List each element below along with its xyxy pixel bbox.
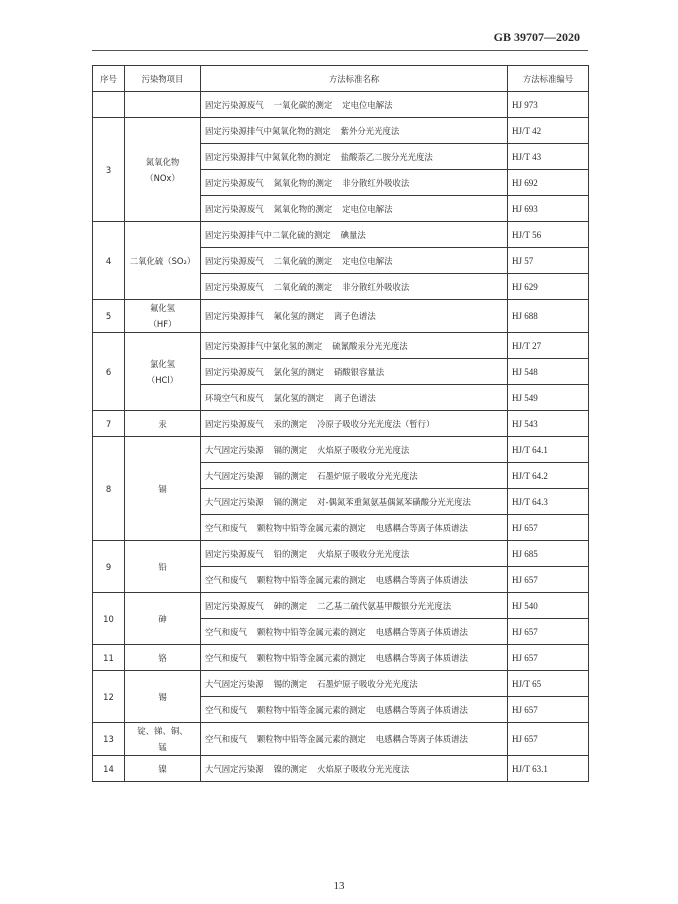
method-name	[201, 359, 508, 385]
pollutant-name-line: 锭、锑、铜、	[137, 726, 188, 736]
method-name-part: 固定污染源废气	[205, 281, 264, 292]
method-name-part: 固定污染源废气	[205, 366, 264, 377]
method-name-part: 颗粒物中铅等金属元素的测定	[256, 704, 366, 715]
pollutant-name	[125, 723, 201, 756]
method-name-part: 镉的测定	[273, 444, 308, 455]
method-name-part: 大气固定污染源	[205, 678, 264, 689]
row-number: 7	[93, 411, 125, 437]
method-code: HJ 629	[508, 274, 589, 300]
method-name-part: 空气和废气	[205, 734, 247, 744]
pollutant-name-line: 二氧化硫（SO₂）	[129, 255, 196, 266]
method-name-part: 锡的测定	[273, 678, 308, 689]
row-number: 11	[93, 645, 125, 671]
table-row	[93, 333, 589, 359]
method-name-part: 大气固定污染源	[205, 496, 264, 507]
row-number: 4	[93, 222, 125, 300]
method-name-part: 二氧化硫的测定	[273, 281, 333, 292]
table-row	[93, 723, 589, 756]
method-name-part: 石墨炉原子吸收分光光度法	[317, 470, 418, 481]
method-name-part: 二乙基二硫代氨基甲酸银分光光度法	[317, 600, 452, 611]
method-name	[201, 489, 508, 515]
method-code: HJ/T 43	[508, 144, 589, 170]
row-number: 6	[93, 333, 125, 411]
method-name-part: 火焰原子吸收分光光度法	[317, 444, 410, 455]
method-name-part: 离子色谱法	[333, 392, 376, 403]
method-name-part: 铅的测定	[273, 548, 308, 559]
table-row	[93, 118, 589, 144]
pollutant-name-line: 氟化氢	[149, 303, 176, 313]
method-name-part: 非分散红外吸收法	[342, 281, 410, 292]
pollutant-name-line: 砷	[158, 613, 167, 624]
col-header-pollutant: 污染物项目	[125, 66, 201, 92]
pollutant-name	[125, 300, 201, 333]
method-name	[201, 170, 508, 196]
pollutant-name-line: 氯化氢	[149, 358, 176, 369]
method-name-part: 火焰原子吸收分光光度法	[317, 763, 410, 774]
method-name-part: 空气和废气	[205, 704, 247, 715]
pollutant-name	[125, 437, 201, 541]
method-name-part: 氮氧化物的测定	[273, 177, 333, 188]
method-name-part: 氯化氢的测定	[273, 366, 324, 377]
method-name-part: 非分散红外吸收法	[342, 177, 410, 188]
pollutant-name	[125, 671, 201, 723]
method-name	[201, 541, 508, 567]
method-name	[201, 385, 508, 411]
pollutant-name-line: （HCl）	[146, 374, 179, 385]
col-header-method-name: 方法标准名称	[201, 66, 508, 92]
row-number: 10	[93, 593, 125, 645]
method-name	[201, 619, 508, 645]
standard-code: GB 39707—2020	[493, 30, 580, 44]
method-code: HJ/T 42	[508, 118, 589, 144]
method-name-part: 定电位电解法	[342, 203, 393, 214]
method-name-part: 固定污染源废气	[205, 203, 264, 214]
method-name	[201, 567, 508, 593]
table-row	[93, 671, 589, 697]
method-name	[201, 196, 508, 222]
method-code: HJ 657	[508, 645, 589, 671]
table-row	[93, 593, 589, 619]
method-name-part: 环境空气和废气	[205, 392, 264, 403]
method-name-part: 电感耦合等离子体质谱法	[375, 522, 468, 533]
methods-table	[92, 65, 589, 782]
method-name	[201, 593, 508, 619]
method-name-part: 固定污染源排气中二氧化硫的测定	[205, 229, 331, 240]
method-name-part: 氟化氢的测定	[273, 311, 324, 321]
pollutant-name-line: 铅	[158, 561, 167, 572]
pollutant-name-line: 锰	[158, 742, 167, 752]
pollutant-name-line: （HF）	[148, 319, 177, 329]
table-row	[93, 411, 589, 437]
method-name-part: 颗粒物中铅等金属元素的测定	[256, 626, 366, 637]
method-name	[201, 333, 508, 359]
method-name	[201, 118, 508, 144]
method-name-part: 大气固定污染源	[205, 444, 264, 455]
method-code: HJ 973	[508, 92, 589, 118]
method-name-part: 离子色谱法	[333, 311, 376, 321]
row-number: 14	[93, 756, 125, 782]
method-name	[201, 92, 508, 118]
row-number: 3	[93, 118, 125, 222]
method-name-part: 对-偶氮苯重氮氨基偶氮苯磺酸分光光度法	[317, 496, 471, 507]
method-name	[201, 756, 508, 782]
row-number: 5	[93, 300, 125, 333]
table-row	[93, 645, 589, 671]
col-header-method-code: 方法标准编号	[508, 66, 589, 92]
method-name-part: 固定污染源废气	[205, 255, 264, 266]
header-rule	[92, 50, 588, 51]
method-name-part: 镉的测定	[273, 496, 308, 507]
method-code: HJ 548	[508, 359, 589, 385]
method-name-part: 冷原子吸收分光光度法（暂行）	[317, 418, 435, 429]
page-number: 13	[333, 880, 345, 892]
method-name	[201, 697, 508, 723]
method-code: HJ 688	[508, 300, 589, 333]
method-name	[201, 300, 508, 333]
method-code: HJ 657	[508, 567, 589, 593]
method-code: HJ/T 56	[508, 222, 589, 248]
method-name-part: 颗粒物中铅等金属元素的测定	[256, 734, 366, 744]
table-row	[93, 222, 589, 248]
method-code: HJ/T 27	[508, 333, 589, 359]
method-name-part: 固定污染源排气中氮氧化物的测定	[205, 151, 331, 162]
method-name-part: 大气固定污染源	[205, 470, 264, 481]
method-code: HJ 693	[508, 196, 589, 222]
method-name-part: 定电位电解法	[342, 255, 393, 266]
method-name	[201, 144, 508, 170]
pollutant-name	[125, 593, 201, 645]
method-code: HJ 549	[508, 385, 589, 411]
method-code: HJ 657	[508, 697, 589, 723]
method-name-part: 固定污染源废气	[205, 600, 264, 611]
method-code: HJ/T 64.1	[508, 437, 589, 463]
method-code: HJ 657	[508, 723, 589, 756]
pollutant-name	[125, 645, 201, 671]
pollutant-name-line: 镉	[158, 483, 167, 494]
method-name-part: 镉的测定	[273, 470, 308, 481]
method-name-part: 一氧化碳的测定	[273, 99, 333, 110]
method-name-part: 固定污染源废气	[205, 99, 264, 110]
pollutant-name	[125, 333, 201, 411]
pollutant-name-line: 铬	[158, 652, 167, 663]
method-name-part: 大气固定污染源	[205, 763, 264, 774]
method-code: HJ 540	[508, 593, 589, 619]
method-name-part: 固定污染源排气中氮氧化物的测定	[205, 125, 331, 136]
row-number	[93, 92, 125, 118]
pollutant-name-line: 氮氧化物	[145, 156, 180, 167]
col-header-no: 序号	[93, 66, 125, 92]
row-number: 13	[93, 723, 125, 756]
method-code: HJ/T 64.2	[508, 463, 589, 489]
method-name-part: 空气和废气	[205, 652, 247, 663]
method-name	[201, 222, 508, 248]
method-code: HJ/T 63.1	[508, 756, 589, 782]
method-name-part: 定电位电解法	[342, 99, 393, 110]
method-name-part: 固定污染源废气	[205, 548, 264, 559]
pollutant-name-line: 汞	[158, 418, 167, 429]
table-header-row	[93, 66, 589, 92]
method-name-part: 空气和废气	[205, 522, 247, 533]
method-code: HJ 692	[508, 170, 589, 196]
method-name-part: 砷的测定	[273, 600, 308, 611]
method-name	[201, 645, 508, 671]
method-name-part: 固定污染源排气	[205, 311, 264, 321]
method-name-part: 固定污染源废气	[205, 418, 264, 429]
method-name	[201, 411, 508, 437]
method-name-part: 电感耦合等离子体质谱法	[375, 734, 468, 744]
method-name	[201, 248, 508, 274]
method-name-part: 颗粒物中铅等金属元素的测定	[256, 574, 366, 585]
method-name	[201, 463, 508, 489]
method-name-part: 氯化氢的测定	[273, 392, 324, 403]
method-code: HJ 657	[508, 515, 589, 541]
table-row	[93, 300, 589, 333]
table-body	[93, 92, 589, 782]
method-name-part: 固定污染源排气中氯化氢的测定	[205, 340, 323, 351]
method-name-part: 硫氰酸汞分光光度法	[332, 340, 408, 351]
method-name-part: 碘量法	[340, 229, 366, 240]
pollutant-name	[125, 118, 201, 222]
row-number: 8	[93, 437, 125, 541]
method-name	[201, 723, 508, 756]
pollutant-name-line: （NOx）	[145, 172, 180, 183]
table-row	[93, 92, 589, 118]
method-name-part: 氮氧化物的测定	[273, 203, 333, 214]
method-code: HJ 57	[508, 248, 589, 274]
method-name-part: 电感耦合等离子体质谱法	[375, 652, 468, 663]
method-name-part: 紫外分光光度法	[340, 125, 400, 136]
method-name-part: 空气和废气	[205, 626, 247, 637]
row-number: 9	[93, 541, 125, 593]
method-code: HJ 657	[508, 619, 589, 645]
method-code: HJ 685	[508, 541, 589, 567]
row-number: 12	[93, 671, 125, 723]
pollutant-name-line: 镍	[158, 763, 167, 774]
method-name	[201, 671, 508, 697]
method-code: HJ/T 65	[508, 671, 589, 697]
pollutant-name	[125, 541, 201, 593]
method-name	[201, 274, 508, 300]
method-name-part: 电感耦合等离子体质谱法	[375, 626, 468, 637]
method-code: HJ/T 64.3	[508, 489, 589, 515]
method-name	[201, 515, 508, 541]
method-name-part: 二氧化硫的测定	[273, 255, 333, 266]
method-name-part: 火焰原子吸收分光光度法	[317, 548, 410, 559]
pollutant-name	[125, 756, 201, 782]
table-row	[93, 541, 589, 567]
method-name-part: 空气和废气	[205, 574, 247, 585]
method-code: HJ 543	[508, 411, 589, 437]
method-name-part: 电感耦合等离子体质谱法	[375, 574, 468, 585]
method-name	[201, 437, 508, 463]
pollutant-name-line: 锡	[158, 691, 167, 702]
table-row	[93, 437, 589, 463]
method-name-part: 石墨炉原子吸收分光光度法	[317, 678, 418, 689]
pollutant-name	[125, 411, 201, 437]
method-name-part: 盐酸萘乙二胺分光光度法	[340, 151, 433, 162]
table-row	[93, 756, 589, 782]
method-name-part: 镍的测定	[273, 763, 308, 774]
method-name-part: 固定污染源废气	[205, 177, 264, 188]
method-name-part: 电感耦合等离子体质谱法	[375, 704, 468, 715]
pollutant-name	[125, 222, 201, 300]
method-name-part: 硝酸银容量法	[333, 366, 385, 377]
pollutant-name	[125, 92, 201, 118]
method-name-part: 颗粒物中铅等金属元素的测定	[256, 652, 366, 663]
method-name-part: 汞的测定	[273, 418, 308, 429]
method-name-part: 颗粒物中铅等金属元素的测定	[256, 522, 366, 533]
